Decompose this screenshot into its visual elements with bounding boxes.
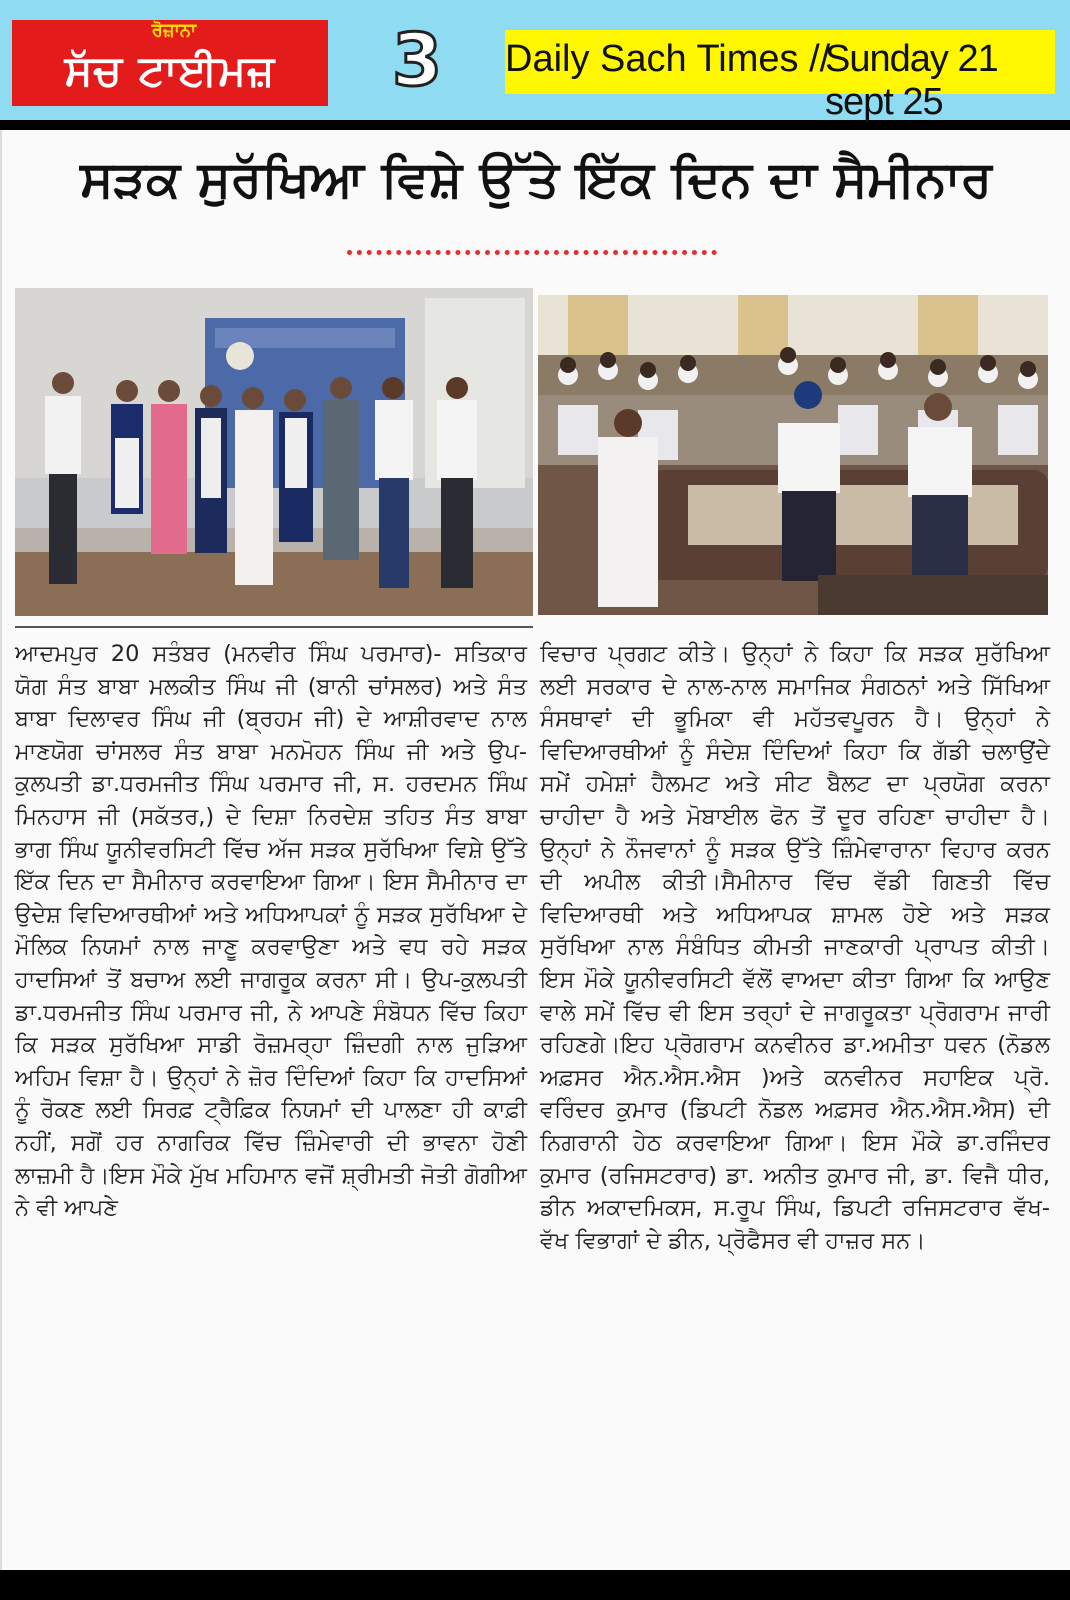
- page-number: 3: [391, 18, 443, 102]
- masthead: [0, 0, 1070, 123]
- article-column-2: ਵਿਚਾਰ ਪ੍ਰਗਟ ਕੀਤੇ। ਉਨ੍ਹਾਂ ਨੇ ਕਿਹਾ ਕਿ ਸੜਕ ਸੁਰੱਖਿਆ ਲਈ ਸਰਕਾਰ ਦੇ ਨਾਲ-ਨਾਲ ਸਮਾਜਿਕ ਸੰਗਠਨਾਂ ਅਤੇ ਸਿੱਖਿਆ ਸੰਸਥਾਵਾਂ ਦੀ ਭੂਮਿਕਾ ਵੀ ਮਹੱਤਵਪੂਰਨ ਹੈ। ਉਨ੍ਹਾਂ ਨੇ ਵਿਦਿਆਰਥੀਆਂ ਨੂੰ ਸੰਦੇਸ਼ ਦਿੰਦਿਆਂ ਕਿਹਾ ਕਿ ਗੱਡੀ ਚਲਾਉਂਦੇ ਸਮੇਂ ਹਮੇਸ਼ਾਂ ਹੈਲਮਟ ਅਤੇ ਸੀਟ ਬੈਲਟ ਦਾ ਪ੍ਰਯੋਗ ਕਰਨਾ ਚਾਹੀਦਾ ਹੈ ਅਤੇ ਮੋਬਾਈਲ ਫੋਨ ਤੋਂ ਦੂਰ ਰਹਿਣਾ ਚਾਹੀਦਾ ਹੈ।ਉਨ੍ਹਾਂ ਨੇ ਨੌਜਵਾਨਾਂ ਨੂੰ ਸੜਕ ਉੱਤੇ ਜ਼ਿੰਮੇਵਾਰਾਨਾ ਵਿਹਾਰ ਕਰਨ ਦੀ ਅਪੀਲ ਕੀਤੀ।ਸੈਮੀਨਾਰ ਵਿੱਚ ਵੱਡੀ ਗਿਣਤੀ ਵਿੱਚ ਵਿਦਿਆਰਥੀ ਅਤੇ ਅਧਿਆਪਕ ਸ਼ਾਮਲ ਹੋਏ ਅਤੇ ਸੜਕ ਸੁਰੱਖਿਆ ਨਾਲ ਸੰਬੰਧਿਤ ਕੀਮਤੀ ਜਾਣਕਾਰੀ ਪ੍ਰਾਪਤ ਕੀਤੀ। ਇਸ ਮੌਕੇ ਯੂਨੀਵਰਸਿਟੀ ਵੱਲੋਂ ਵਾਅਦਾ ਕੀਤਾ ਗਿਆ ਕਿ ਆਉਣ ਵਾਲੇ ਸਮੇਂ ਵਿੱਚ ਵੀ ਇਸ ਤਰ੍ਹਾਂ ਦੇ ਜਾਗਰੂਕਤਾ ਪ੍ਰੋਗਰਾਮ ਜਾਰੀ ਰਹਿਣਗੇ।ਇਹ ਪ੍ਰੋਗਰਾਮ ਕਨਵੀਨਰ ਡਾ.ਅਮੀਤਾ ਧਵਨ (ਨੋਡਲ ਅਫ਼ਸਰ ਐਨ.ਐਸ.ਐਸ )ਅਤੇ ਕਨਵੀਨਰ ਸਹਾਇਕ ਪ੍ਰੋ. ਵਰਿੰਦਰ ਕੁਮਾਰ (ਡਿਪਟੀ ਨੋਡਲ ਅਫ਼ਸਰ ਐਨ.ਐਸ.ਐਸ) ਦੀ ਨਿਗਰਾਨੀ ਹੇਠ ਕਰਵਾਇਆ ਗਿਆ। ਇਸ ਮੌਕੇ ਡਾ.ਰਜਿੰਦਰ ਕੁਮਾਰ (ਰਜਿਸਟਰਾਰ) ਡਾ. ਅਨੀਤ ਕੁਮਾਰ ਜੀ, ਡਾ. ਵਿਜੈ ਧੀਰ, ਡੀਨ ਅਕਾਦਮਿਕਸ, ਸ.ਰੂਪ ਸਿੰਘ, ਡਿਪਟੀ ਰਜਿਸਟਰਾਰ ਵੱਖ-ਵੱਖ ਵਿਭਾਗਾਂ ਦੇ ਡੀਨ, ਪ੍ਰੋਫੈਸਰ ਵੀ ਹਾਜ਼ਰ ਸਨ।: [540, 641, 1050, 1254]
- logo-title: ਸੱਚ ਟਾਈਮਜ਼: [64, 46, 276, 95]
- newspaper-logo[interactable]: [12, 20, 328, 106]
- article-page: [0, 130, 1070, 1570]
- dateline: [505, 30, 1055, 123]
- group-photo: [15, 288, 533, 616]
- article-column-1: ਆਦਮਪੁਰ 20 ਸਤੰਬਰ (ਮਨਵੀਰ ਸਿੰਘ ਪਰਮਾਰ)- ਸਤਿਕਾਰ ਯੋਗ ਸੰਤ ਬਾਬਾ ਮਲਕੀਤ ਸਿੰਘ ਜੀ (ਬਾਨੀ ਚਾਂਸਲਰ) ਅਤੇ ਸੰਤ ਬਾਬਾ ਦਿਲਾਵਰ ਸਿੰਘ ਜੀ (ਬ੍ਰਹਮ ਜੀ) ਦੇ ਆਸ਼ੀਰਵਾਦ ਨਾਲ ਮਾਣਯੋਗ ਚਾਂਸਲਰ ਸੰਤ ਬਾਬਾ ਮਨਮੋਹਨ ਸਿੰਘ ਜੀ ਅਤੇ ਉਪ-ਕੁਲਪਤੀ ਡਾ.ਧਰਮਜੀਤ ਸਿੰਘ ਪਰਮਾਰ ਜੀ, ਸ. ਹਰਦਮਨ ਸਿੰਘ ਮਿਨਹਾਸ ਜੀ (ਸਕੱਤਰ,) ਦੇ ਦਿਸ਼ਾ ਨਿਰਦੇਸ਼ ਤਹਿਤ ਸੰਤ ਬਾਬਾ ਭਾਗ ਸਿੰਘ ਯੂਨੀਵਰਸਿਟੀ ਵਿੱਚ ਅੱਜ ਸੜਕ ਸੁਰੱਖਿਆ ਵਿਸ਼ੇ ਉੱਤੇ ਇੱਕ ਦਿਨ ਦਾ ਸੈਮੀਨਾਰ ਕਰਵਾਇਆ ਗਿਆ। ਇਸ ਸੈਮੀਨਾਰ ਦਾ ਉਦੇਸ਼ ਵਿਦਿਆਰਥੀਆਂ ਅਤੇ ਅਧਿਆਪਕਾਂ ਨੂੰ ਸੜਕ ਸੁਰੱਖਿਆ ਦੇ ਮੌਲਿਕ ਨਿਯਮਾਂ ਨਾਲ ਜਾਣੂ ਕਰਵਾਉਣਾ ਅਤੇ ਵਧ ਰਹੇ ਸੜਕ ਹਾਦਸਿਆਂ ਤੋਂ ਬਚਾਅ ਲਈ ਜਾਗਰੂਕ ਕਰਨਾ ਸੀ। ਉਪ-ਕੁਲਪਤੀ ਡਾ.ਧਰਮਜੀਤ ਸਿੰਘ ਪਰਮਾਰ ਜੀ, ਨੇ ਆਪਣੇ ਸੰਬੋਧਨ ਵਿੱਚ ਕਿਹਾ ਕਿ ਸੜਕ ਸੁਰੱਖਿਆ ਸਾਡੀ ਰੋਜ਼ਮਰ੍ਹਾ ਜ਼ਿੰਦਗੀ ਨਾਲ ਜੁੜਿਆ ਅਹਿਮ ਵਿਸ਼ਾ ਹੈ। ਉਨ੍ਹਾਂ ਨੇ ਜ਼ੋਰ ਦਿੰਦਿਆਂ ਕਿਹਾ ਕਿ ਹਾਦਸਿਆਂ ਨੂੰ ਰੋਕਣ ਲਈ ਸਿਰਫ਼ ਟ੍ਰੈਫ਼ਿਕ ਨਿਯਮਾਂ ਦੀ ਪਾਲਣਾ ਹੀ ਕਾਫ਼ੀ ਨਹੀਂ, ਸਗੋਂ ਹਰ ਨਾਗਰਿਕ ਵਿੱਚ ਜ਼ਿੰਮੇਵਾਰੀ ਦੀ ਭਾਵਨਾ ਹੋਣੀ ਲਾਜ਼ਮੀ ਹੈ।ਇਸ ਮੌਕੇ ਮੁੱਖ ਮਹਿਮਾਨ ਵਜੋਂ ਸ਼੍ਰੀਮਤੀ ਜੋਤੀ ਗੋਗੀਆ ਨੇ ਵੀ ਆਪਣੇ: [15, 641, 527, 1222]
- article-headline: ਸੜਕ ਸੁਰੱਖਿਆ ਵਿਸ਼ੇ ਉੱਤੇ ਇੱਕ ਦਿਨ ਦਾ ਸੈਮੀਨਾਰ: [80, 150, 992, 208]
- paper-name: Daily Sach Times //: [505, 38, 831, 80]
- column-rule: [15, 626, 533, 628]
- logo-tagline: ਰੋਜ਼ਾਨਾ: [151, 20, 197, 41]
- audience-photo: [538, 295, 1048, 615]
- issue-date: Sunday 21 sept 25: [825, 38, 998, 123]
- bottom-bar: [0, 1570, 1070, 1600]
- headline-divider: [347, 250, 717, 255]
